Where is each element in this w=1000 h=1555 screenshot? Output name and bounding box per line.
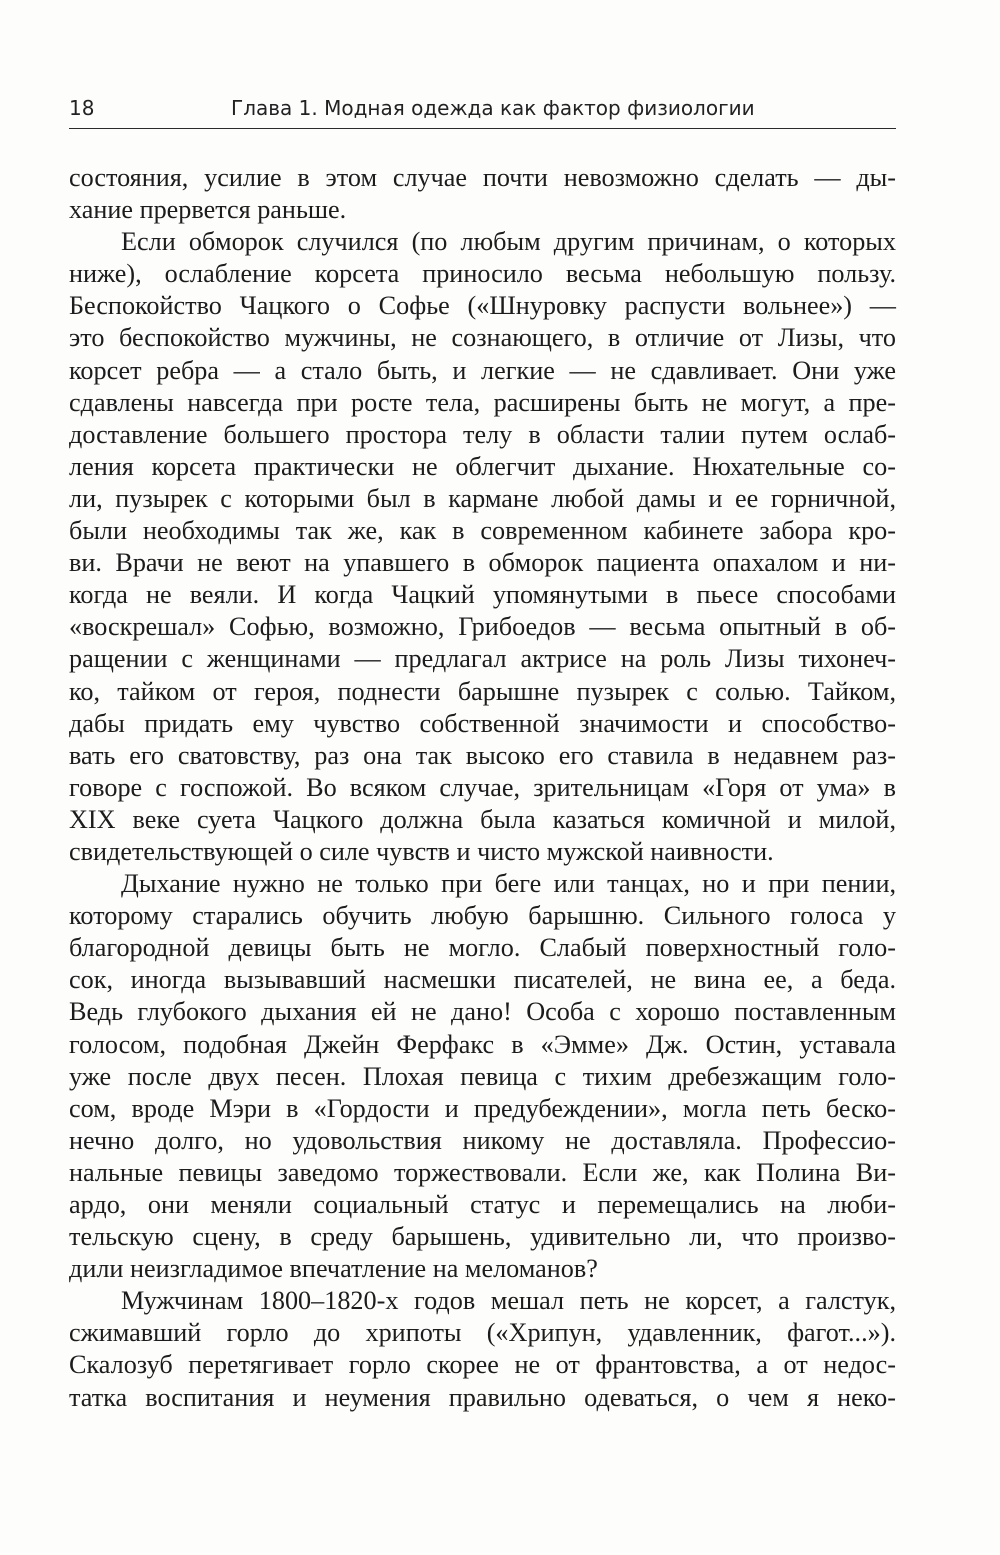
text-line: сом, вроде Мэри в «Гордости и предубеждении», могла петь беско-	[69, 1093, 896, 1123]
text-line: которому старались обучить любую барышню. Сильного голоса у	[69, 901, 896, 931]
text-line: ниже), ослабление корсета приносило весьма небольшую пользу.	[69, 259, 896, 289]
page-number: 18	[69, 96, 95, 120]
text-line: Мужчинам 1800–1820-х годов мешал петь не корсет, а галстук,	[121, 1286, 896, 1316]
text-line: голосом, подобная Джейн Ферфакс в «Эмме» Дж. Остин, уставала	[69, 1029, 896, 1059]
text-line: ления корсета практически не облегчит дыхание. Нюхательные со-	[69, 451, 896, 481]
text-line: Скалозуб перетягивает горло скорее не от франтовства, а от недос-	[69, 1350, 896, 1380]
text-line: XIX веке суета Чацкого должна была казаться комичной и милой,	[69, 804, 896, 834]
paragraph-continuation	[69, 162, 896, 226]
text-line: «воскрешал» Софью, возможно, Грибоедов — весьма опытный в об-	[69, 612, 896, 642]
body-text	[69, 162, 896, 1414]
text-line: свидетельствующей о силе чувств и чисто мужской наивности.	[69, 836, 774, 866]
text-line: ви. Врачи не веют на упавшего в обморок пациента опахалом и ни-	[69, 548, 896, 578]
text-line: говоре с госпожой. Во всяком случае, зрительницам «Горя от ума» в	[69, 772, 896, 802]
text-line: ко, тайком от героя, поднести барышне пузырек с солью. Тайком,	[69, 676, 896, 706]
paragraph-fainting	[69, 226, 896, 868]
text-line: ардо, они меняли социальный статус и перемещались на люби-	[69, 1190, 896, 1219]
text-line: нечно долго, но удовольствия никому не доставляла. Профессио-	[69, 1125, 896, 1155]
paragraph-singing	[69, 868, 896, 1285]
text-line: были необходимы так же, как в современном кабинете забора кро-	[69, 516, 896, 546]
text-line: ли, пузырек с которыми был в кармане любой дамы и ее горничной,	[69, 483, 896, 513]
text-line: Ведь глубокого дыхания ей не дано! Особа с хорошо поставленным	[69, 997, 896, 1027]
text-line: сдавлены навсегда при росте тела, расширены быть не могут, а пре-	[69, 387, 896, 417]
paragraph-men-singing	[69, 1285, 896, 1413]
text-line: Дыхание нужно не только при беге или танцах, но и при пении,	[121, 869, 896, 899]
text-line: доставление большего простора телу в области талии путем ослаб-	[69, 419, 896, 449]
text-line: нальные певицы заведомо торжествовали. Если же, как Полина Ви-	[69, 1157, 896, 1187]
text-line: корсет ребра — а стало быть, и легкие — не сдавливает. Они уже	[69, 355, 896, 385]
chapter-title: Глава 1. Модная одежда как фактор физиологии	[231, 96, 755, 120]
text-line: дили неизгладимое впечатление на меломанов?	[69, 1254, 598, 1284]
text-line: тельскую сцену, в среду барышень, удивительно ли, что произво-	[69, 1222, 896, 1252]
text-line: ращении с женщинами — предлагал актрисе на роль Лизы тихонеч-	[69, 644, 896, 674]
text-line: когда не веяли. И когда Чацкий упомянутыми в пьесе способами	[69, 580, 896, 610]
text-line: благородной девицы быть не могло. Слабый поверхностный голо-	[69, 933, 896, 963]
text-line: дабы придать ему чувство собственной значимости и способство-	[69, 708, 896, 738]
text-line: Если обморок случился (по любым другим причинам, о которых	[121, 227, 896, 257]
text-line: Беспокойство Чацкого о Софье («Шнуровку распусти вольнее») —	[69, 291, 896, 321]
text-line: татка воспитания и неумения правильно одеваться, о чем я неко-	[69, 1382, 896, 1412]
running-header	[69, 92, 896, 129]
text-line: сжимавший горло до хрипоты («Хрипун, удавленник, фагот...»).	[69, 1318, 896, 1348]
text-line: хание прервется раньше.	[69, 195, 347, 225]
text-line: сок, иногда вызывавший насмешки писателей, не вина ее, а беда.	[69, 965, 896, 995]
text-line: вать его сватовству, раз она так высоко его ставила в недавнем раз-	[69, 740, 896, 770]
text-line: состояния, усилие в этом случае почти невозможно сделать — ды-	[69, 163, 896, 192]
text-line: это беспокойство мужчины, не сознающего, в отличие от Лизы, что	[69, 323, 896, 353]
text-line: уже после двух песен. Плохая певица с тихим дребезжащим голо-	[69, 1061, 896, 1091]
